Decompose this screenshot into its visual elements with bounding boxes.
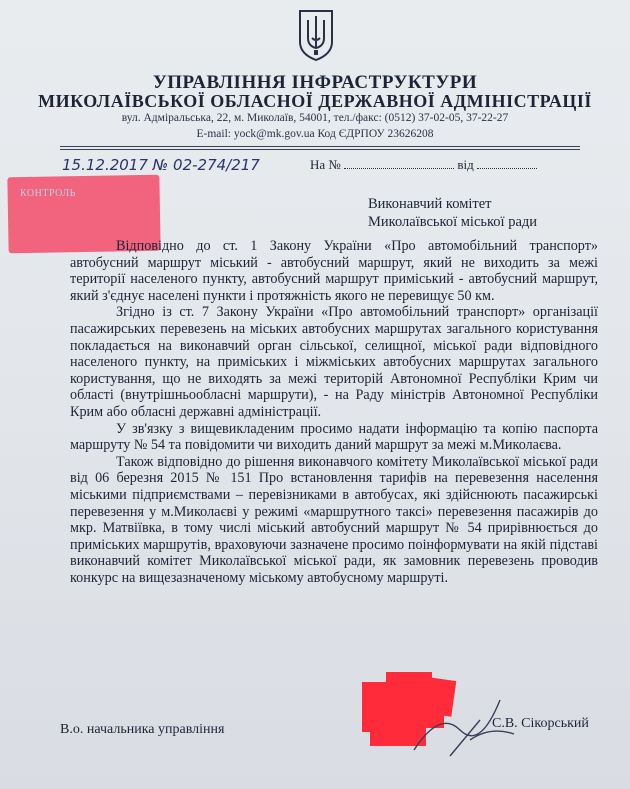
body-paragraph-3: У зв'язку з вищевикладеним просимо надати інформацію та копію паспорта маршруту № 54 та повідомити чи виходить даний маршрут за межі м.Миколаєва. <box>70 420 598 454</box>
signatory-name: С.В. Сікорський <box>492 716 589 731</box>
body-paragraph-1: Відповідно до ст. 1 Закону України «Про автомобільний транспорт» автобусний маршрут міський - автобусний маршрут, який не виходить за межі території населеного пункту, автобусний маршрут приміський - автобусний маршрут, який з'єднує населені пункти і протяжність якого не перевищує 50 км. <box>70 238 598 304</box>
header-contacts: E-mail: yock@mk.gov.ua Код ЄДРПОУ 23626208 <box>196 128 434 140</box>
recipient-line-2: Миколаївської міської ради <box>368 214 538 230</box>
signatory-position: В.о. начальника управління <box>60 722 225 737</box>
trident-emblem-icon <box>297 8 335 62</box>
registration-date-number: 15.12.2017 № 02-274/217 <box>62 156 260 174</box>
header-divider <box>60 146 580 147</box>
stamp-text: КОНТРОЛЬ <box>20 188 76 199</box>
header-address: вул. Адміральська, 22, м. Миколаїв, 54001, тел./факс: (0512) 37-02-05, 37-22-27 <box>121 112 509 124</box>
header-line-1: УПРАВЛІННЯ ІНФРАСТРУКТУРИ <box>152 72 478 93</box>
body-paragraph-4: Також відповідно до рішення виконавчого комітету Миколаївської міської ради від 06 березня 2015 № 151 Про встановлення тарифів на перевезення населення міськими підприємствами – перевізниками в автобусах, які здійснюють пасажирські перевезення у м.Миколаєві у режимі «маршрутного таксі» перевезення пасажирів до мкр. Матвіївка, в тому числі міський автобусний маршрут № 54 прирівнюється до приміських маршрутів, враховуючи зазначене просимо поінформувати на якій підставі виконавчий комітет Миколаївської міської ради, як замовник перевезень проводив конкурс на вищезазначеному міському автобусному маршруті. <box>70 453 598 586</box>
letter-body <box>70 238 598 586</box>
header-line-2: МИКОЛАЇВСЬКОЇ ОБЛАСНОЇ ДЕРЖАВНОЇ АДМІНІСТРАЦІЇ <box>38 91 592 111</box>
recipient-line-1: Виконавчий комітет <box>368 196 492 212</box>
header-divider-thin <box>60 149 580 150</box>
reference-number-field: На № від <box>310 156 537 173</box>
body-paragraph-2: Згідно із ст. 7 Закону України «Про автомобільний транспорт» організації пасажирських перевезень на міських автобусних маршрутах загального користування покладається на виконавчий орган сільської, селищної, міської ради відповідного населеного пункту, на приміських і міжміських автобусних маршрутах загального користування, що не виходять за межі територій Автономної Республіки Крим чи області (внутрішньообласні маршрути), - на Раду міністрів Автономної Республіки Крим або обласні державні адміністрації. <box>70 304 598 420</box>
